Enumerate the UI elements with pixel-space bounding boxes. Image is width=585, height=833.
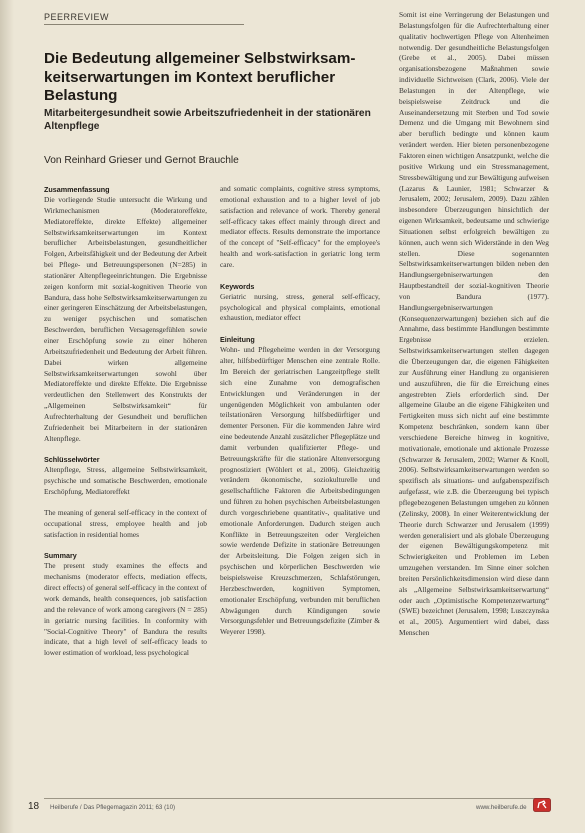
keywords-english: Geriatric nursing, stress, general self-efficacy, psychological and physical complaints, emotional exhaustion, mediator effect [220, 291, 380, 323]
section-rule [44, 24, 244, 25]
article-title: Die Bedeutung allgemeiner Selbstwirksam-keitserwartungen im Kontext beruflicher Belastung [44, 50, 356, 104]
springer-logo-icon [533, 798, 551, 812]
abstract-german: Die vorliegende Studie untersucht die Wirkung und Wirkmechanismen (Moderatoreffekte, Mediatoreffekte, direkte Effekte) allgemeiner Selbstwirksamkeitserwartungen im Kontext beruflicher Arbeitsbelastungen, gesundheitlicher Folgen, Arbeitsfähigkeit und der Bedeutung der Arbeit bei Pflege- und Betreuungspersonen (N=285) in stationärer Altenpflegeeinrichtungen. Die Ergebnisse zeigen konform mit sozial-kognitiven Theorie von Bandura, dass hohe Selbstwirksamkeitserwartungen zu einer geringeren Einschätzung der Arbeitsbelastungen, zu weniger psychischen und somatischen Beschwerden, beruflichen Versagensgefühlen sowie einer Erschöpfung sowie zu einer höheren Arbeitszufriedenheit und Bedeutung der Arbeit führen. Dabei wirken allgemeine Selbstwirksamkeitserwartungen sowohl über Mediatoreffekte und direkte Effekte. Die Ergebnisse verdeutlichen den Stellenwert des Konstrukts der „Allgemeinen Selbstwirksamkeit“ für Aufrechterhaltung der Gesundheit und beruflichen Zufriedenheit bei Mitarbeitern in der stationären Altenpflege. [44, 195, 207, 443]
footer-rule [44, 798, 549, 799]
abstract-english-continued: and somatic complaints, cognitive stress symptoms, emotional exhaustion and to a higher level of job satisfaction and relevance of work. Thereby general self-efficacy takes effect mainly through direct and mediator effects. Results demonstrate the importance of the concept of "Self-efficacy" for the employee's health and work-satisfaction in geriatric long term care. [220, 184, 380, 269]
journal-citation: Heilberufe / Das Pflegemagazin 2011; 63 (10) [50, 804, 176, 811]
heading-summary: Summary [44, 551, 77, 561]
heading-schluesselwoerter: Schlüsselwörter [44, 455, 100, 465]
journal-url: www.heilberufe.de [476, 804, 527, 811]
page-number: 18 [28, 801, 40, 812]
text-column-2 [220, 184, 380, 648]
text-column-1 [44, 184, 207, 669]
heading-keywords: Keywords [220, 281, 255, 291]
section-label: PEERREVIEW [44, 12, 110, 22]
article-subtitle: Mitarbeitergesundheit sowie Arbeitszufriedenheit in der stationären Altenpflege [44, 108, 371, 132]
text-column-3 [399, 10, 549, 649]
introduction-continued: Somit ist eine Verringerung der Belastungen und Belastungsfolgen für die Aufrechterhaltung einer qualitativ hochwertigen Pflege von Altenheimen notwendig. Der gesundheitliche Belastungsfolgen (Grebe et al., 2005). Dabei müssen organisationsbezogene Maßnahmen sowie individuelle Sichtweisen (Clark, 2006). Viele der Belastungen in der Altenpflege, wie beispielsweise Zeitdruck und die Auseinandersetzung mit Sterben und Tod sowie Demenz und die Umgang mit Bewohnern sind aber beruflich bedingte und können kaum verändert werden. Hier bieten personenbezogene Faktoren einen wichtigen Ansatzpunkt, welche die positive Wirkung und ein Stressmanagement, Stressbewältigung und zur Bewältigung aufweisen (Lazarus & Launier, 1981; Schwarzer & Jerusalem, 2002; Jerusalem, 2009). Dazu zählen insbesondere Überzeugungen hinsichtlich der eigenen Wirksamkeit, bedeutsame und schwierige Situationen selbst erfolgreich bewältigen zu können, auch wenn sich Widerstände in den Weg stellen. Diese sogenannten Selbstwirksamkeitserwartungen bilden neben den Handlungsergebniserwartungen den Hauptbestandteil der sozial-kognitiven Theorie von Bandura (1977). Handlungsergebniserwartungen (Konsequenzerwartungen) beziehen sich auf die Annahme, dass bestimmte Handlungen bestimmte Ergebnisse erzielen. Selbstwirksamkeitserwartungen stellen dagegen die Überzeugungen dar, die eigenen Fähigkeiten zur Ausführung einer Handlung zu organisieren und auszuführen, die für die Erreichung eines angestrebten Ziels erforderlich sind. Der allgemeine Glaube an die eigene Fähigkeiten und Fertigkeiten muss sich nicht auf eine bestimmte Kompetenz beschränken, sondern kann über verschiedene Bereiche hinweg in kognitive, motivationale, emotionale und aktionale Prozesse (Schwarzer & Jerusalem, 2002; Warner & Knoll, 2006). Selbstwirksamkeitserwartungen werden so spezifisch als situations- und aufgabenspezifisch aufgefasst, wie z.B. die Überzeugung bei typisch pflegebezogenen Belastungen umgehen zu können (Zelinsky, 2008). In einer Weiterentwicklung der Theorie durch Schwarzer und Jerusalem (1999) werden generalisiert und als globale Überzeugung der eigenen Bewältigungskompetenz mit Schwierigkeiten und Problemen im Leben umzugehen verstanden. Im Sinne einer solchen breiten Persönlichkeitsdimension wird diese dann als „Allgemeine Selbstwirksamkeitserwartung“ oder auch „Optimistische Kompetenzerwartung“ (SWE) bezeichnet (Jerusalem, 1998; Luszczynska et al., 2005). Argumentiert wird dabei, dass Menschen [399, 10, 549, 638]
article-authors: Von Reinhard Grieser und Gernot Brauchle [44, 155, 239, 166]
heading-einleitung: Einleitung [220, 335, 255, 345]
keywords-german: Altenpflege, Stress, allgemeine Selbstwirksamkeit, psychische und somatische Beschwerden, emotionale Erschöpfung, Mediatoreffekt [44, 465, 207, 497]
page-spine-shadow [0, 0, 14, 833]
abstract-english: The present study examines the effects and mechanisms (moderator effects, mediation effects, direct effects) of general self-efficacy in the context of work demands, health consequences, job satisfaction and the relevance of work among caregivers (N = 285) in geriatric nursing facilities. In conformity with "Social-Cognitive Theory" of Bandura the results indicate, that a high level of self-efficacy leads to lower estimation of workload, less psychological [44, 561, 207, 658]
english-title: The meaning of general self-efficacy in the context of occupational stress, employee health and job satisfaction in residential homes [44, 507, 207, 539]
introduction-text: Wohn- und Pflegeheime werden in der Versorgung alter, hilfsbedürftiger Menschen eine zentrale Rolle. Im Bereich der geriatrischen Langzeitpflege stellt sich eine Zunahme von demografischen Entwicklungen und Veränderungen in der ungenügenden Möglichkeit von ambulanten oder teilstationären Versorgung hilfsbedürftiger und dementer Personen. Für die kommenden Jahre wird eine bedeutende Anzahl zusätzlicher Pflegeplätze und damit verbunden qualifizierter Pflege- und Betreuungskräfte für die stationäre Altenversorgung prognostiziert (Wöhlert et al., 2006). Gleichzeitig verändern ökonomische, soziokulturelle und gesellschaftliche Faktoren die Arbeitsbedingungen und führen zu hohen psychischen Arbeitsbelastungen durch vorgeschriebene quantitativ-, qualitative und emotionale Anforderungen. Dadurch steigen auch Konflikte in Betreuungszeiten oder Vergleichen sowie werdende Defizite in stationäre Betreuungen der Arbeitsleitung. Die Folgen zeigen sich in psychischen und körperlichen Beschwerden wie beispielsweise Kreuzschmerzen, Schlafstörungen, Herzbeschwerden, kognitiven Symptomen, emotionaler Erschöpfung, verbunden mit beruflichen Abwägungen durch Kündigungen sowie Versorgungsfehler und Betreuungsdefizite (Zimber & Weyerer 1998). [220, 345, 380, 637]
heading-zusammenfassung: Zusammenfassung [44, 185, 110, 194]
